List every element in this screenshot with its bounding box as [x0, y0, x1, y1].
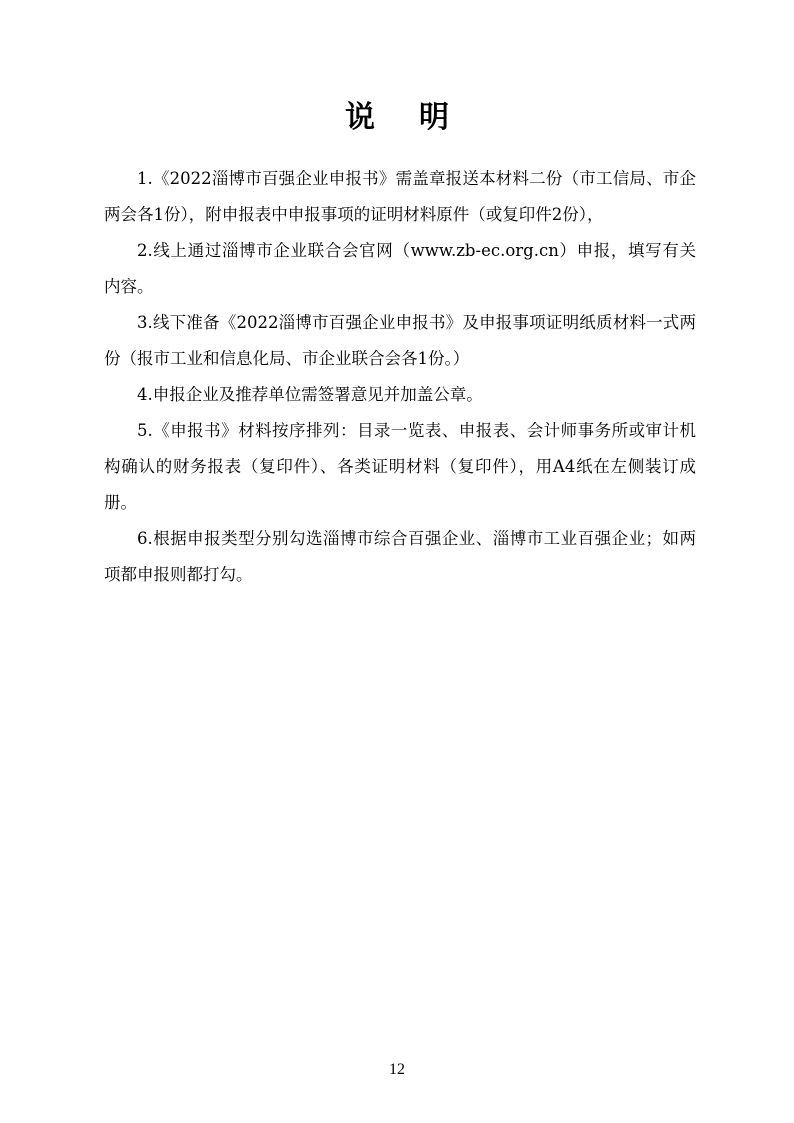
instructions-body	[104, 161, 696, 593]
paragraph-3: 3.线下准备《2022淄博市百强企业申报书》及申报事项证明纸质材料一式两份（报市工业和信息化局、市企业联合会各1份。）	[104, 313, 696, 368]
paragraph-5: 5.《申报书》材料按序排列：目录一览表、申报表、会计师事务所或审计机构确认的财务报表（复印件）、各类证明材料（复印件），用A4纸在左侧装订成册。	[104, 421, 696, 512]
page-number: 12	[389, 1061, 405, 1078]
title-char-1: 说	[345, 100, 375, 135]
paragraph-1: 1.《2022淄博市百强企业申报书》需盖章报送本材料二份（市工信局、市企两会各1份），附申报表中申报事项的证明材料原件（或复印件2份），	[104, 169, 696, 224]
paragraph-4: 4.申报企业及推荐单位需签署意见并加盖公章。	[137, 385, 483, 404]
paragraph-6: 6.根据申报类型分别勾选淄博市综合百强企业、淄博市工业百强企业；如两项都申报则都打勾。	[104, 529, 696, 584]
page-title	[0, 96, 794, 140]
title-char-2: 明	[419, 100, 449, 135]
paragraph-2: 2.线上通过淄博市企业联合会官网（www.zb-ec.org.cn）申报，填写有关内容。	[104, 241, 696, 296]
